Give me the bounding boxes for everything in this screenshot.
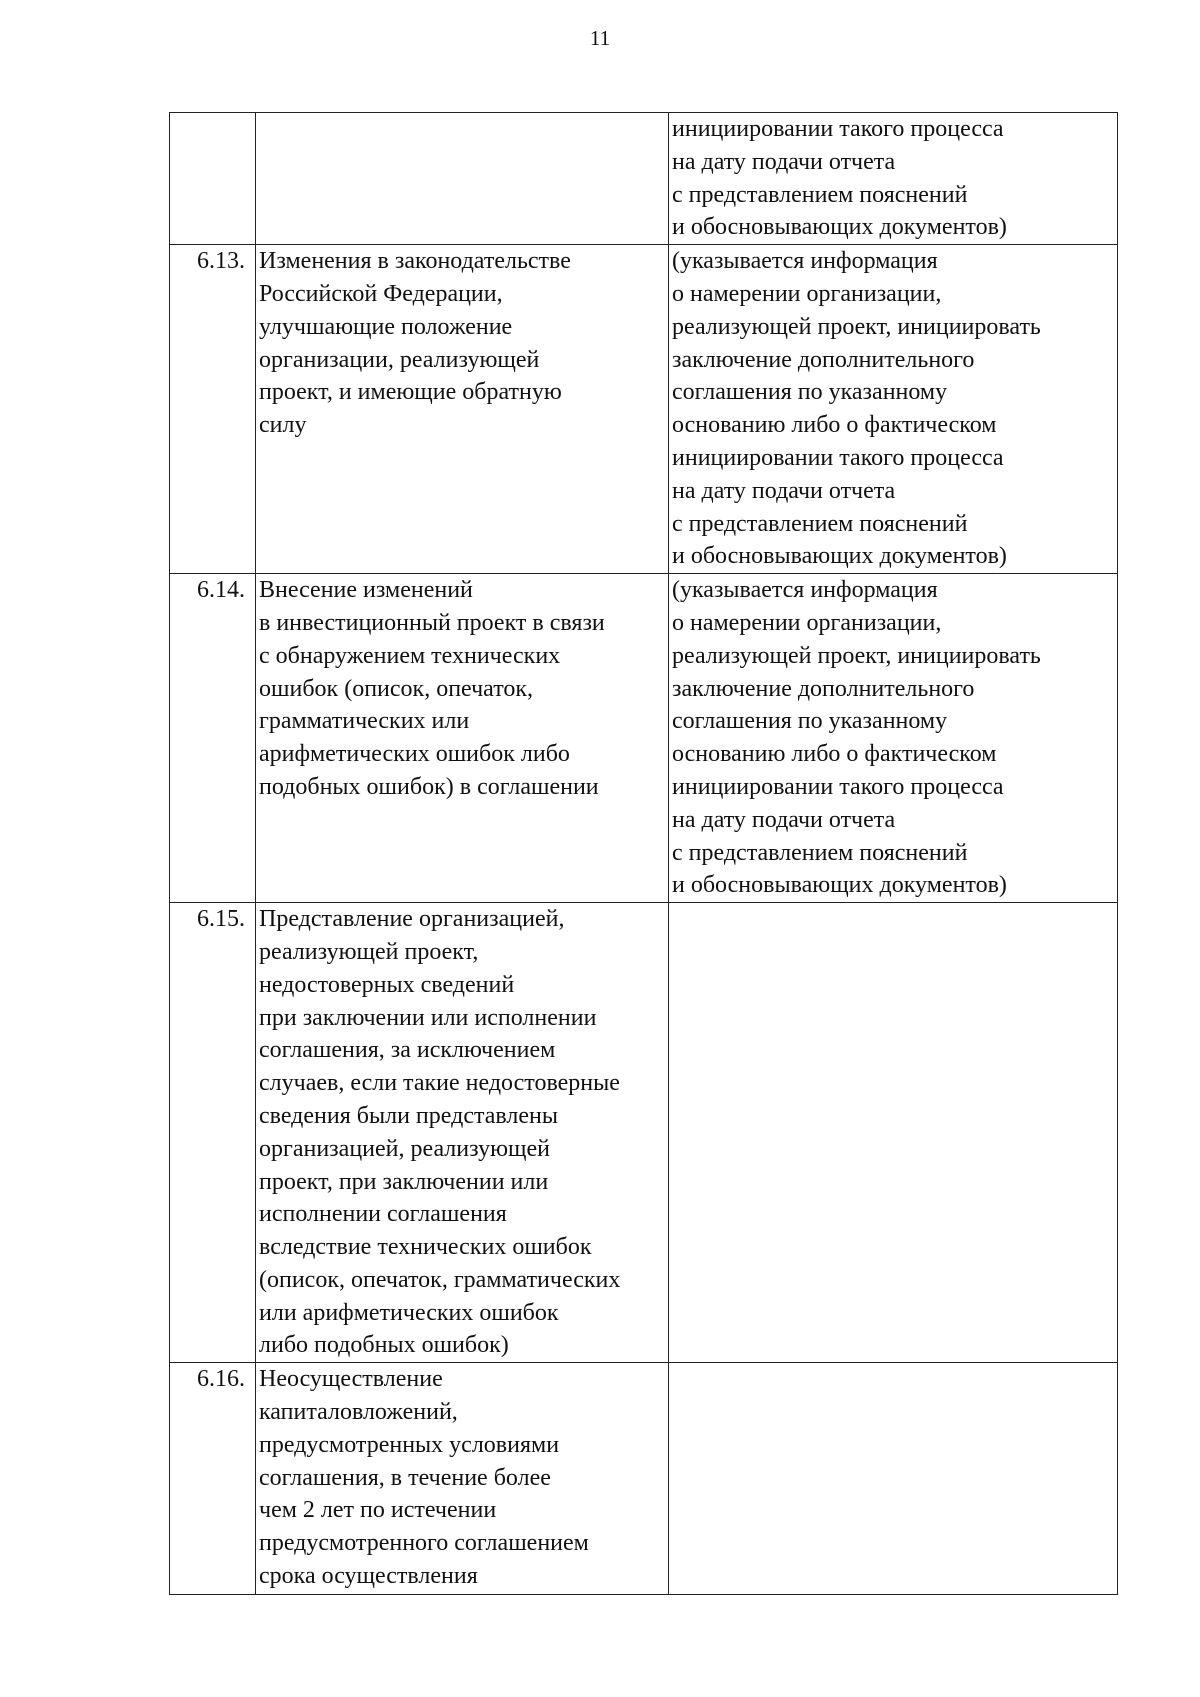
name-line: случаев, если такие недостоверные <box>259 1070 620 1097</box>
name-line: исполнении соглашения <box>259 1201 507 1228</box>
name-line: предусмотренного соглашением <box>259 1530 589 1557</box>
name-line: подобных ошибок) в соглашении <box>259 773 599 800</box>
info-line: (указывается информация <box>672 577 938 604</box>
name-line: Неосуществление <box>259 1366 443 1393</box>
row-name-cell <box>256 574 669 903</box>
name-line: соглашения, в течение более <box>259 1464 551 1491</box>
table-row-continuation <box>170 113 1118 245</box>
name-line: капиталовложений, <box>259 1399 458 1426</box>
info-line: реализующей проект, инициировать <box>672 642 1041 669</box>
name-line: Российской Федерации, <box>259 280 503 307</box>
table-row-6-13 <box>170 245 1118 574</box>
name-line: ошибок (описок, опечаток, <box>259 675 534 702</box>
info-line: основанию либо о фактическом <box>672 412 997 439</box>
name-line: или арифметических ошибок <box>259 1299 559 1326</box>
name-line: соглашения, за исключением <box>259 1037 556 1064</box>
table-row-6-16 <box>170 1363 1118 1595</box>
row-info-cell <box>669 113 1118 245</box>
info-line: соглашения по указанному <box>672 379 948 406</box>
name-line: либо подобных ошибок) <box>259 1332 509 1359</box>
row-name-cell <box>256 113 669 245</box>
name-line: чем 2 лет по истечении <box>259 1497 497 1524</box>
row-name-cell <box>256 245 669 574</box>
name-line: проект, при заключении или <box>259 1168 549 1195</box>
name-line: организацией, реализующей <box>259 1135 551 1162</box>
info-line: на дату подачи отчета <box>672 148 896 175</box>
name-line: недостоверных сведений <box>259 971 515 998</box>
row-info-cell <box>669 1363 1118 1595</box>
info-line: на дату подачи отчета <box>672 477 896 504</box>
name-line: грамматических или <box>259 708 470 735</box>
info-line: о намерении организации, <box>672 280 942 307</box>
name-line: проект, и имеющие обратную <box>259 379 562 406</box>
name-line: (описок, опечаток, грамматических <box>259 1266 621 1293</box>
row-name-cell <box>256 903 669 1363</box>
info-line: на дату подачи отчета <box>672 806 896 833</box>
info-line: инициировании такого процесса <box>672 773 1004 800</box>
row-number-cell: 6.16. <box>170 1363 256 1595</box>
row-number-cell: 6.13. <box>170 245 256 574</box>
criteria-table <box>169 112 1118 1595</box>
name-line: Представление организацией, <box>259 906 565 933</box>
info-line: (указывается информация <box>672 248 938 275</box>
info-line: и обосновывающих документов) <box>672 214 1007 241</box>
name-line: вследствие технических ошибок <box>259 1234 592 1261</box>
row-info-cell <box>669 574 1118 903</box>
row-name-cell <box>256 1363 669 1595</box>
row-number-cell: 6.15. <box>170 903 256 1363</box>
name-line: предусмотренных условиями <box>259 1431 560 1458</box>
table-row-6-15 <box>170 903 1118 1363</box>
row-number-cell: 6.14. <box>170 574 256 903</box>
name-line: с обнаружением технических <box>259 642 561 669</box>
name-line: Внесение изменений <box>259 577 473 604</box>
info-line: инициировании такого процесса <box>672 116 1004 142</box>
name-line: силу <box>259 412 307 439</box>
name-line: сведения были представлены <box>259 1102 559 1129</box>
row-number-cell <box>170 113 256 245</box>
info-line: основанию либо о фактическом <box>672 741 997 768</box>
info-line: соглашения по указанному <box>672 708 948 735</box>
page-number: 11 <box>589 26 611 50</box>
info-line: реализующей проект, инициировать <box>672 313 1041 340</box>
info-line: и обосновывающих документов) <box>672 872 1007 899</box>
info-line: с представлением пояснений <box>672 510 968 537</box>
info-line: и обосновывающих документов) <box>672 543 1007 570</box>
name-line: при заключении или исполнении <box>259 1004 597 1031</box>
table-row-6-14 <box>170 574 1118 903</box>
row-info-cell <box>669 245 1118 574</box>
info-line: заключение дополнительного <box>672 675 975 702</box>
name-line: организации, реализующей <box>259 346 540 373</box>
info-line: с представлением пояснений <box>672 839 968 866</box>
info-line: с представлением пояснений <box>672 181 968 208</box>
row-info-cell <box>669 903 1118 1363</box>
name-line: срока осуществления <box>259 1563 478 1590</box>
info-line: заключение дополнительного <box>672 346 975 373</box>
name-line: реализующей проект, <box>259 938 479 965</box>
info-line: о намерении организации, <box>672 609 942 636</box>
info-line: инициировании такого процесса <box>672 444 1004 471</box>
name-line: улучшающие положение <box>259 313 513 340</box>
name-line: арифметических ошибок либо <box>259 741 570 768</box>
name-line: в инвестиционный проект в связи <box>259 609 605 636</box>
name-line: Изменения в законодательстве <box>259 248 571 275</box>
